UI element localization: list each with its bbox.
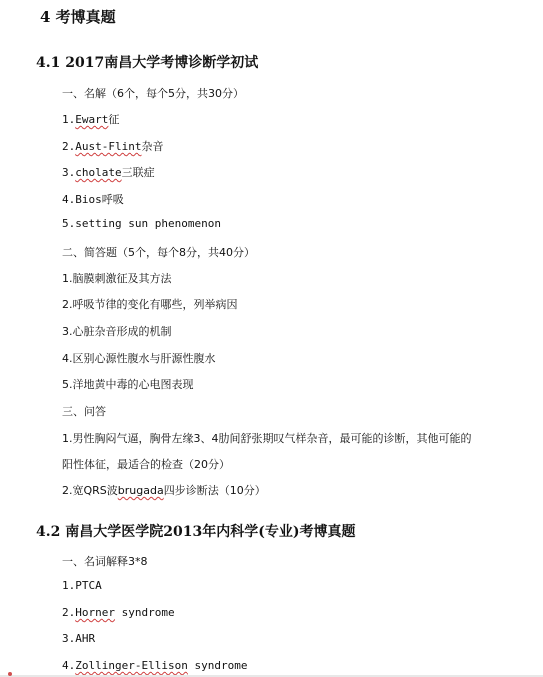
item-prefix: 4.: [62, 352, 73, 365]
item-text: 问答: [84, 405, 106, 418]
question-group-heading: [62, 403, 106, 419]
item-text: PTCA: [75, 579, 102, 592]
question-item: [62, 138, 163, 154]
spellcheck-word: Aust-Flint: [75, 140, 142, 153]
item-prefix: 1.: [62, 432, 73, 445]
item-text: 阳性体征，最适合的检查（20分）: [62, 458, 230, 471]
item-text-suffix: syndrome: [115, 606, 175, 619]
item-prefix: 一、: [62, 555, 84, 568]
item-text: 呼吸节律的变化有哪些，列举病因: [72, 298, 238, 311]
question-item: [62, 430, 472, 446]
item-text: 脑膜刺激征及其方法: [72, 272, 172, 285]
item-text-suffix: 杂音: [141, 140, 164, 153]
question-item: [62, 659, 247, 672]
item-text: 男性胸闷气逼，胸骨左缘3、4肋间舒张期叹气样杂音，最可能的诊断，其他可能的: [72, 432, 472, 445]
item-text-suffix: 征: [108, 113, 120, 126]
item-prefix: 2.: [62, 606, 76, 619]
item-text: 区别心源性腹水与肝源性腹水: [72, 352, 216, 365]
item-text: 简答题（5个，每个8分，共40分）: [84, 246, 255, 259]
spellcheck-word: cholate: [75, 166, 122, 179]
question-group-heading: [62, 244, 255, 260]
item-prefix: 2.: [62, 140, 76, 153]
item-prefix: 3.: [62, 325, 73, 338]
item-prefix: 4.: [62, 659, 76, 672]
question-item: [62, 323, 172, 339]
item-prefix: 5.: [62, 217, 76, 230]
question-item: [62, 632, 95, 645]
question-item: [62, 111, 119, 127]
question-item: [62, 606, 175, 619]
item-text: setting sun phenomenon: [75, 217, 221, 230]
item-text-part: 宽QRS波: [72, 484, 118, 497]
item-text: 名词解释3*8: [84, 555, 148, 568]
item-text: 洋地黄中毒的心电图表现: [72, 378, 194, 391]
item-prefix: 5.: [62, 378, 73, 391]
item-text-suffix: syndrome: [187, 659, 248, 672]
question-group-heading: [62, 553, 148, 569]
question-item: [62, 191, 124, 207]
cursor-marker: [8, 672, 12, 676]
item-text-suffix: 三联症: [121, 166, 155, 179]
item-prefix: 三、: [62, 405, 84, 418]
spellcheck-word: Horner: [75, 606, 115, 619]
item-text: 心脏杂音形成的机制: [72, 325, 172, 338]
chapter-title: 4 考博真题: [40, 8, 116, 26]
item-text-suffix: 四步诊断法（10分）: [163, 484, 266, 497]
item-prefix: 1.: [62, 579, 76, 592]
item-prefix: 1.: [62, 272, 73, 285]
section-title-4-2: 4.2 南昌大学医学院2013年内科学(专业)考博真题: [36, 524, 356, 540]
item-text: AHR: [75, 632, 96, 645]
question-item: [62, 350, 216, 366]
question-item: [62, 217, 221, 230]
question-item: [62, 376, 194, 392]
item-prefix: 2.: [62, 484, 73, 497]
question-item-continuation: [62, 456, 230, 472]
question-item: [62, 270, 172, 286]
item-prefix: 3.: [62, 632, 76, 645]
item-prefix: 1.: [62, 113, 76, 126]
item-text: 名解（6个，每个5分，共30分）: [84, 87, 244, 100]
section-title-4-1: 4.1 2017南昌大学考博诊断学初试: [36, 55, 259, 71]
item-text: Bios呼吸: [75, 193, 124, 206]
item-prefix: 二、: [62, 246, 84, 259]
question-item: [62, 579, 102, 592]
question-item: [62, 164, 155, 180]
question-item: [62, 482, 266, 498]
spellcheck-word: brugada: [117, 484, 164, 497]
item-prefix: 一、: [62, 87, 84, 100]
question-item: [62, 296, 238, 312]
question-group-heading: [62, 85, 244, 101]
item-prefix: 4.: [62, 193, 76, 206]
item-prefix: 3.: [62, 166, 76, 179]
item-prefix: 2.: [62, 298, 73, 311]
spellcheck-word: Zollinger-Ellison: [75, 659, 188, 672]
spellcheck-word: Ewart: [75, 113, 109, 126]
